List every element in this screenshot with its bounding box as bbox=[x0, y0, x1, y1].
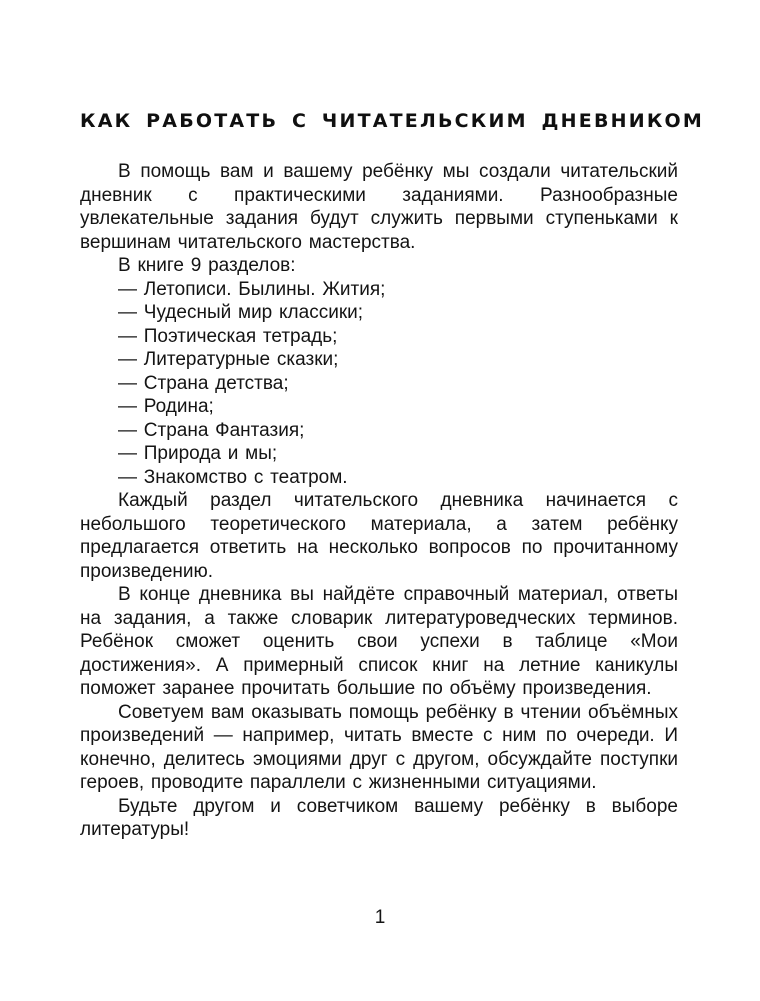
section-list-item: — Поэтическая тетрадь; bbox=[118, 325, 338, 347]
section-list-item: — Страна Фантазия; bbox=[118, 419, 305, 441]
section-list-item: — Чудесный мир классики; bbox=[118, 302, 364, 323]
paragraph-advice: Советуем вам оказывать помощь ребёнку в чтении объёмных произведений — например, читать вместе с ним по очереди. И конечно, делитесь эмоциями друг с другом, обсуждайте поступки героев, проводите параллели с жизненными ситуациями. bbox=[80, 701, 678, 793]
paragraph-intro: В помощь вам и вашему ребёнку мы создали читательский дневник с практическими заданиями. Разнообразные увлекательные задания будут служить первыми ступеньками к вершинам читательского мастерства. bbox=[80, 161, 678, 253]
chapter-title: КАК РАБОТАТЬ С ЧИТАТЕЛЬСКИМ ДНЕВНИКОМ bbox=[80, 110, 705, 132]
paragraph-reference-material: В конце дневника вы найдёте справочный материал, ответы на задания, а также словарик литературоведческих терминов. Ребёнок сможет оценить свои успехи в таблице «Мои достижения». А примерный список книг на летние каникулы поможет заранее прочитать большие по объёму произведения. bbox=[80, 584, 678, 699]
paragraph-closing: Будьте другом и советчиком вашему ребёнку в выборе литературы! bbox=[80, 795, 678, 840]
section-list-item: — Родина; bbox=[118, 396, 214, 417]
section-list-item: — Знакомство с театром. bbox=[118, 466, 348, 488]
sections-list bbox=[80, 278, 678, 490]
section-list-item: — Природа и мы; bbox=[118, 443, 278, 464]
paragraph-each-section: Каждый раздел читательского дневника начинается с небольшого теоретического материала, а затем ребёнку предлагается ответить на несколько вопросов по прочитанному произведению. bbox=[80, 490, 678, 582]
sections-lead: В книге 9 разделов: bbox=[118, 255, 296, 276]
page-number: 1 bbox=[374, 907, 386, 928]
section-list-item: — Страна детства; bbox=[118, 372, 289, 394]
section-list-item: — Литературные сказки; bbox=[118, 349, 339, 370]
section-list-item: — Летописи. Былины. Жития; bbox=[118, 278, 386, 300]
